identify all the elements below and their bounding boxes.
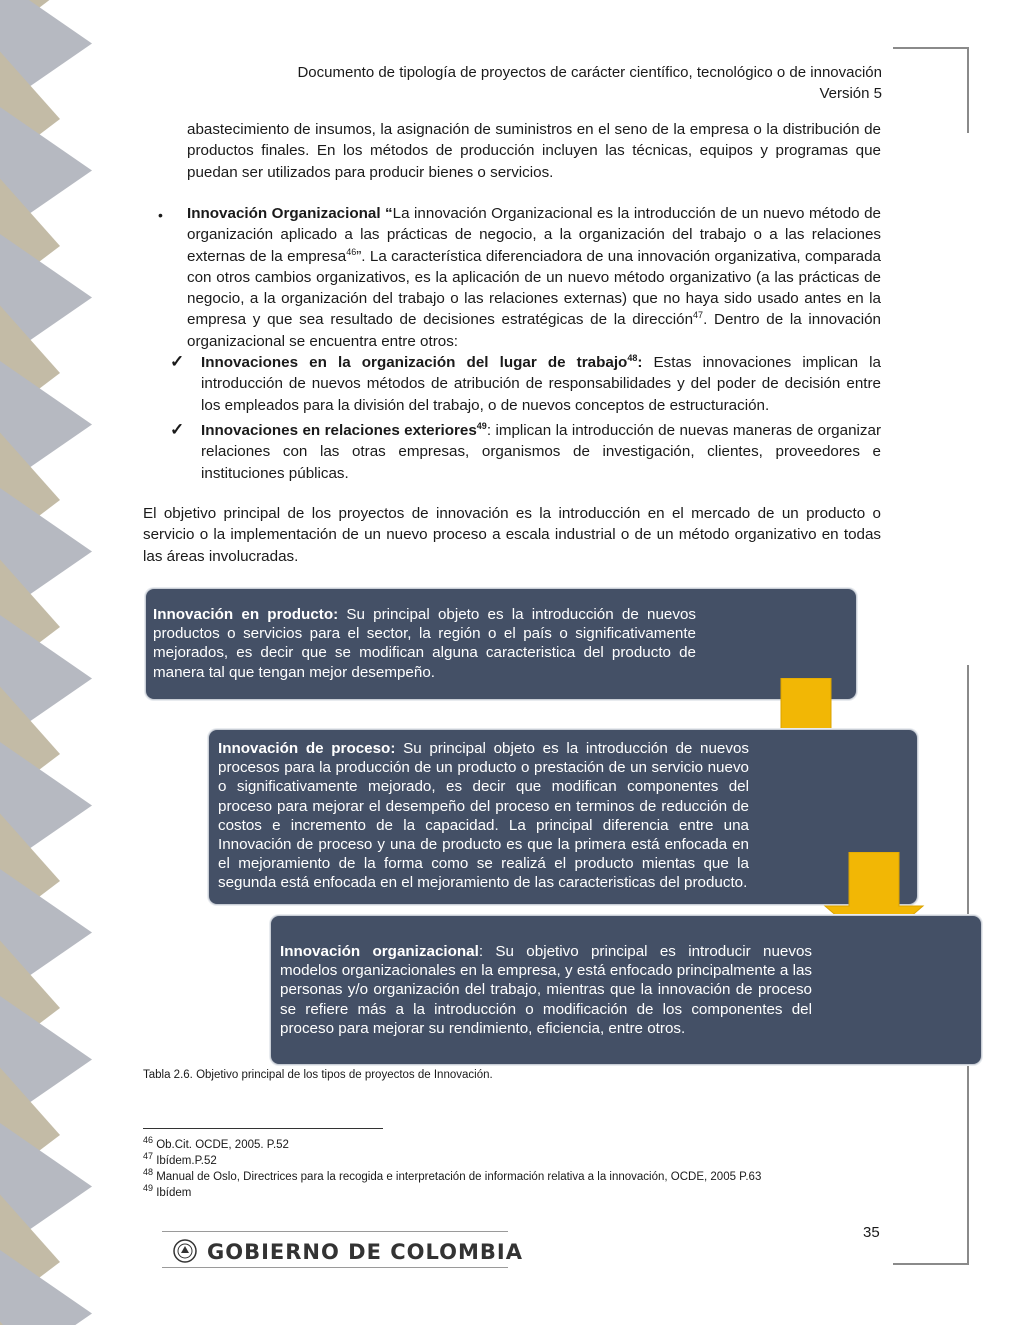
logo-bottom-rule: [162, 1267, 508, 1268]
header-version: Versión 5: [819, 85, 882, 102]
subitem-text: Estas innovaciones implican la introducción de nuevos métodos de atribución de responsabilidades y del poder de decisión entre los empleados para la división del trabajo, o de nuevos conceptos de estructuración.: [201, 354, 881, 414]
box-organizational-body: : Su objetivo principal es introducir nuevos modelos organizacionales en la empresa, y está enfocado principalmente a las personas y/o organización del trabajo, mientras que la innovación de proceso se refiere más a la introducción o modificación de los componentes del proceso para mejorar su rendimiento, eficiencia, entre otros.: [280, 943, 812, 1037]
colombia-seal-icon: [173, 1239, 197, 1263]
box-process-title: Innovación de proceso:: [218, 740, 396, 757]
government-logo-text: GOBIERNO DE COLOMBIA: [207, 1240, 523, 1264]
page-number: 35: [863, 1224, 880, 1241]
footnote-separator: [143, 1128, 383, 1129]
bullet-text-c: . Dentro de la innovación organizacional se encuentra entre otros:: [187, 311, 882, 350]
check-icon: ✓: [170, 420, 185, 439]
subitem-term: Innovaciones en la organización del lugar de trabajo: [201, 354, 628, 371]
decorative-chevron-stripe: [0, 0, 92, 1325]
box-organizational-title: Innovación organizacional: [280, 943, 479, 960]
subitem-external-relations: [201, 420, 881, 484]
footnote-48: $^{48}$ Manual de Oslo, Directrices para la recogida e interpretación de información relativa a la innovación, OCDE, 2005 P.63: [143, 1167, 762, 1183]
objective-paragraph: El objetivo principal de los proyectos de innovación es la introducción en el mercado de un producto o servicio o la implementación de un nuevo proceso a escala industrial o de un método organizativo en todas las áreas involucradas.: [143, 505, 881, 565]
bullet-text-a: La innovación Organizacional es la introducción de un nuevo método de organización aplicado a las prácticas de negocio, a la organización del trabajo o a las relaciones externas de la empresa: [187, 205, 882, 265]
header-title: Documento de tipología de proyectos de carácter científico, tecnológico o de innovación: [297, 64, 882, 81]
footnote-49: $^{49}$ Ibídem: [143, 1183, 192, 1199]
bullet-text-b: ”. La característica diferenciadora de una innovación organizativa, comparada con otros cambios organizativos, es la aplicación de un nuevo método organizativo (a las prácticas de negocio, a la organización del trabajo o las relaciones externas) que no haya sido usado antes en la empresa y que sea resultado de decisiones estratégicas de la dirección: [187, 247, 881, 329]
box-process-body: Su principal objeto es la introducción de nuevos procesos para la producción de un producto o prestación de un servicio nuevo o significativamente mejorado, es decir que modifican componentes del proceso para mejorar el desempeño del proceso en terminos de reducción de costos e incremento de la capacidad. La principal diferencia entre una Innovación de proceso y una de producto es que la primera está enfocada en el mejoramiento de la forma como se realizá el producto mientas que la segunda está enfocada en el mejoramiento de las caracteristicas del producto.: [218, 740, 749, 892]
box-product-title: Innovación en producto:: [153, 606, 339, 623]
box-organizational-text: [280, 942, 812, 1038]
bullet-symbol: •: [158, 207, 163, 223]
footnote-ref-47: 47: [693, 310, 704, 321]
document-header: [297, 62, 882, 104]
intro-continuation: abastecimiento de insumos, la asignación de suministros en el seno de la empresa o la distribución de productos finales. En los métodos de producción incluyen las técnicas, equipos y programas que puedan ser utilizados para producir bienes o servicios.: [187, 121, 881, 181]
frame-bottom-line: [893, 1263, 969, 1265]
subitem-text: : implican la introducción de nuevas maneras de organizar relaciones con las otras empresas, organismos de investigación, clientes, proveedores e instituciones públicas.: [201, 422, 881, 482]
check-icon: ✓: [170, 352, 185, 371]
bullet-term: Innovación Organizacional “: [187, 205, 393, 222]
box-product-text: [153, 605, 696, 682]
frame-top-line: [893, 47, 969, 49]
subitem-colon: :: [637, 354, 643, 371]
box-product-body: Su principal objeto es la introducción de nuevos productos o servicios para el sector, la región o el país o significativamente mejorados, es decir que se modifican alguna caracteristica del producto de manera tal que tengan mejor desempeño.: [153, 606, 696, 681]
frame-right-upper-line: [967, 47, 969, 133]
footnote-ref-49: 49: [476, 420, 487, 431]
subitem-term: Innovaciones en relaciones exteriores: [201, 422, 477, 439]
logo-top-rule: [162, 1231, 508, 1232]
footnote-46: $^{46}$ Ob.Cit. OCDE, 2005. P.52: [143, 1135, 289, 1151]
table-caption: Tabla 2.6. Objetivo principal de los tipos de proyectos de Innovación.: [143, 1069, 493, 1081]
footnote-47: $^{47}$ Ibídem.P.52: [143, 1151, 217, 1167]
footnote-ref-48: 48: [627, 352, 638, 363]
footnote-ref-46: 46: [346, 246, 357, 257]
subitem-workplace: [201, 352, 881, 416]
box-process-text: [218, 739, 749, 893]
bullet-organizational-innovation: [187, 203, 881, 352]
